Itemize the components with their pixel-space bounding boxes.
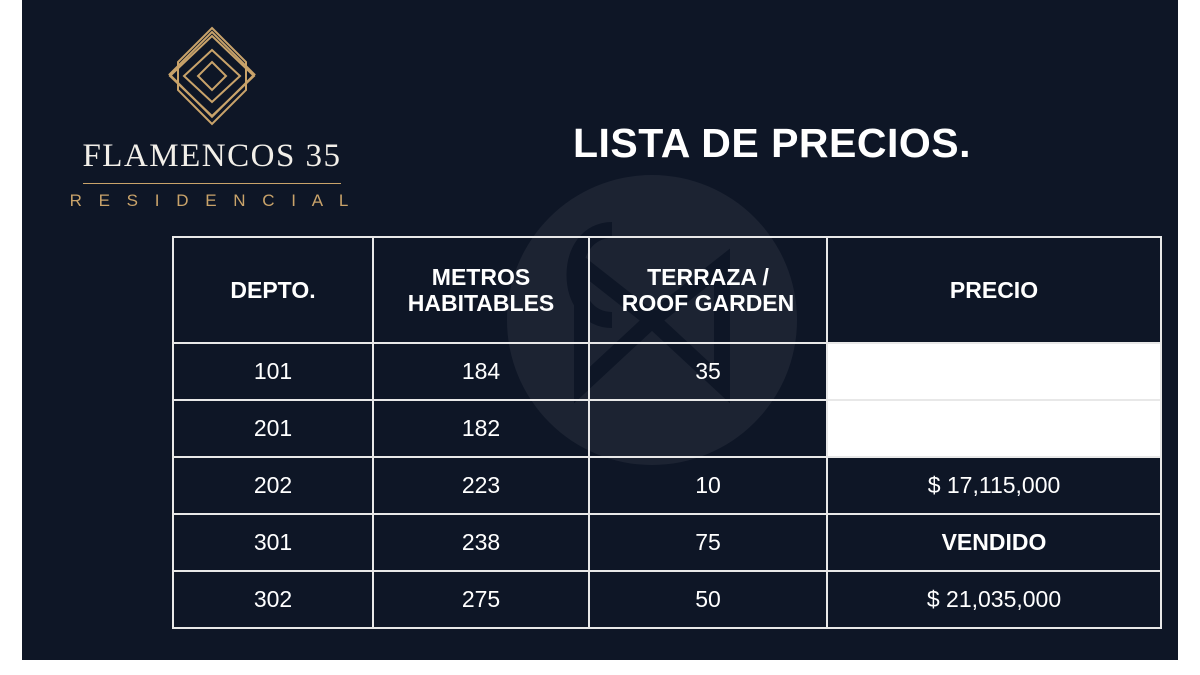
brand-divider	[83, 183, 341, 184]
status-badge: VENDIDO	[827, 343, 1161, 400]
column-header-metros	[373, 237, 589, 343]
column-header-precio: PRECIO	[827, 237, 1161, 343]
table-row	[173, 514, 1161, 571]
column-header-terraza-line1: TERRAZA /	[647, 263, 769, 290]
price-table-container	[172, 236, 1160, 629]
table-row	[173, 457, 1161, 514]
table-row	[173, 571, 1161, 628]
cell-metros: 184	[373, 343, 589, 400]
cell-depto: 301	[173, 514, 373, 571]
brand-subtitle: R E S I D E N C I A L	[69, 191, 355, 210]
slide	[22, 0, 1178, 660]
brand-logo	[52, 26, 372, 211]
cell-metros: 182	[373, 400, 589, 457]
diamond-lozenge-logo-icon	[147, 26, 277, 126]
status-badge: VENDIDO	[827, 514, 1161, 571]
column-header-terraza-line2: ROOF GARDEN	[621, 290, 795, 316]
cell-depto: 101	[173, 343, 373, 400]
brand-name: FLAMENCOS 35	[82, 138, 342, 174]
cell-metros: 223	[373, 457, 589, 514]
table-row	[173, 400, 1161, 457]
cell-metros: 238	[373, 514, 589, 571]
cell-precio: $ 21,035,000	[827, 571, 1161, 628]
cell-terraza: 50	[589, 571, 827, 628]
cell-depto: 202	[173, 457, 373, 514]
cell-metros: 275	[373, 571, 589, 628]
status-badge: VENDIDO	[827, 400, 1161, 457]
cell-terraza: 10	[589, 457, 827, 514]
table-row	[173, 343, 1161, 400]
cell-terraza: 75	[589, 514, 827, 571]
cell-terraza	[589, 400, 827, 457]
table-header-row	[173, 237, 1161, 343]
cell-depto: 302	[173, 571, 373, 628]
cell-depto: 201	[173, 400, 373, 457]
cell-terraza: 35	[589, 343, 827, 400]
cell-precio: $ 17,115,000	[827, 457, 1161, 514]
column-header-metros-line1: METROS	[431, 263, 531, 290]
price-table	[172, 236, 1162, 629]
column-header-depto: DEPTO.	[173, 237, 373, 343]
page-title: LISTA DE PRECIOS.	[572, 120, 972, 166]
column-header-terraza	[589, 237, 827, 343]
column-header-metros-line2: HABITABLES	[407, 290, 555, 316]
